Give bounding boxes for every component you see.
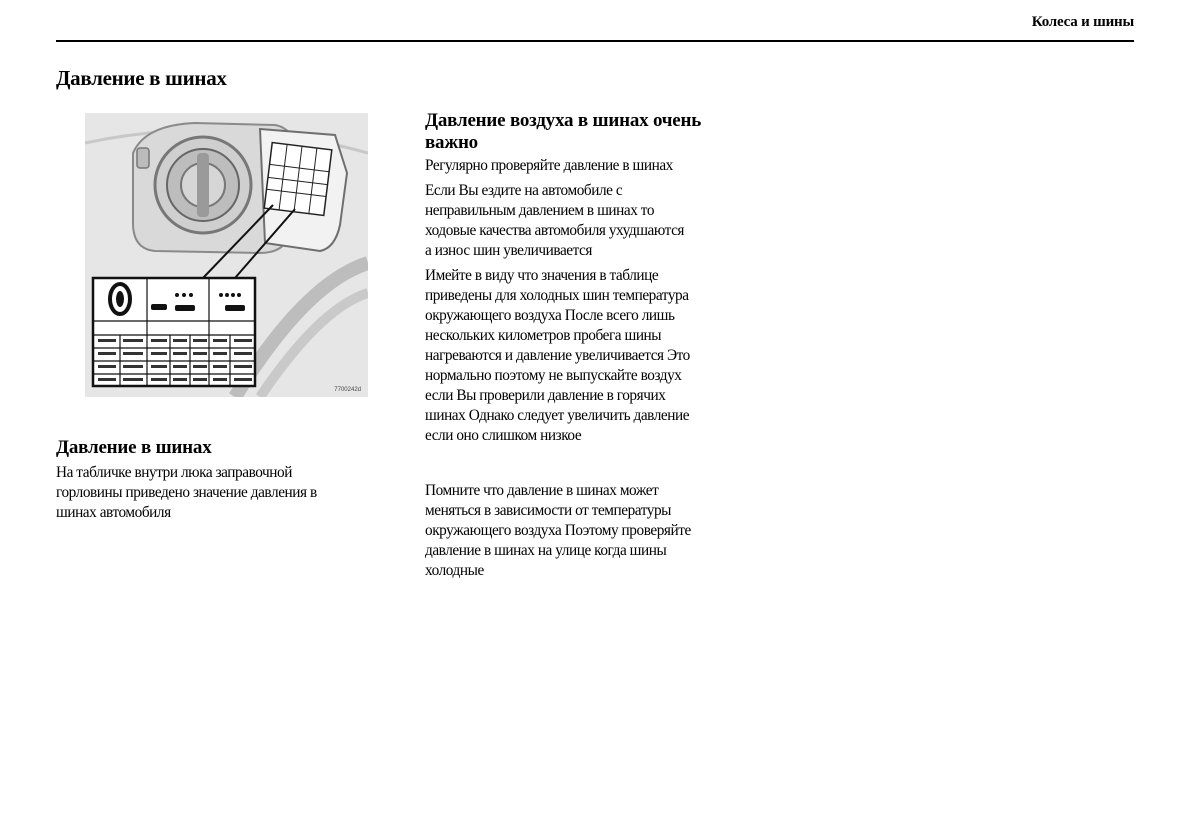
text-line: шинах Однако следует увеличить давление bbox=[425, 407, 690, 424]
text-line: а износ шин увеличивается bbox=[425, 242, 592, 259]
text-line: если оно слишком низкое bbox=[425, 427, 582, 444]
text-line: шинах автомобиля bbox=[56, 504, 171, 521]
text-line: давление в шинах на улице когда шины bbox=[425, 542, 667, 559]
fuel-flap-placard-illustration bbox=[85, 113, 368, 397]
text-line: ходовые качества автомобиля ухудшаются bbox=[425, 222, 685, 239]
text-line: нормально поэтому не выпускайте воздух bbox=[425, 367, 682, 384]
left-heading: Давление в шинах bbox=[56, 437, 212, 458]
right-heading bbox=[425, 110, 765, 154]
text-line: окружающего воздуха После всего лишь bbox=[425, 307, 675, 324]
text-line: На табличке внутри люка заправочной bbox=[56, 464, 292, 481]
text-line: Если Вы ездите на автомобиле с bbox=[425, 182, 623, 199]
text-line: неправильным давлением в шинах то bbox=[425, 202, 655, 219]
paragraph-2 bbox=[425, 181, 691, 261]
header-rule bbox=[56, 40, 1134, 42]
heading-line: Давление воздуха в шинах очень bbox=[425, 110, 702, 131]
heading-line: важно bbox=[425, 132, 478, 153]
text-line: горловины приведено значение давления в bbox=[56, 484, 317, 501]
page-title: Давление в шинах bbox=[56, 66, 227, 90]
running-header: Колеса и шины bbox=[1031, 14, 1134, 30]
text-line: Регулярно проверяйте давление в шинах bbox=[425, 157, 673, 174]
paragraph-3 bbox=[425, 266, 691, 446]
right-body bbox=[425, 156, 691, 581]
text-line: меняться в зависимости от температуры bbox=[425, 502, 671, 519]
text-line: если Вы проверили давление в горячих bbox=[425, 387, 666, 404]
text-line: Помните что давление в шинах может bbox=[425, 482, 659, 499]
text-line: нагреваются и давление увеличивается Это bbox=[425, 347, 690, 364]
text-line: окружающего воздуха Поэтому проверяйте bbox=[425, 522, 691, 539]
text-line: холодные bbox=[425, 562, 484, 579]
text-line: нескольких километров пробега шины bbox=[425, 327, 662, 344]
figure-code: 7700242d bbox=[334, 387, 361, 393]
paragraph-4 bbox=[425, 481, 691, 581]
text-line: приведены для холодных шин температура bbox=[425, 287, 689, 304]
text-line: Имейте в виду что значения в таблице bbox=[425, 267, 659, 284]
paragraph-1 bbox=[425, 156, 691, 176]
left-paragraph bbox=[56, 463, 317, 523]
